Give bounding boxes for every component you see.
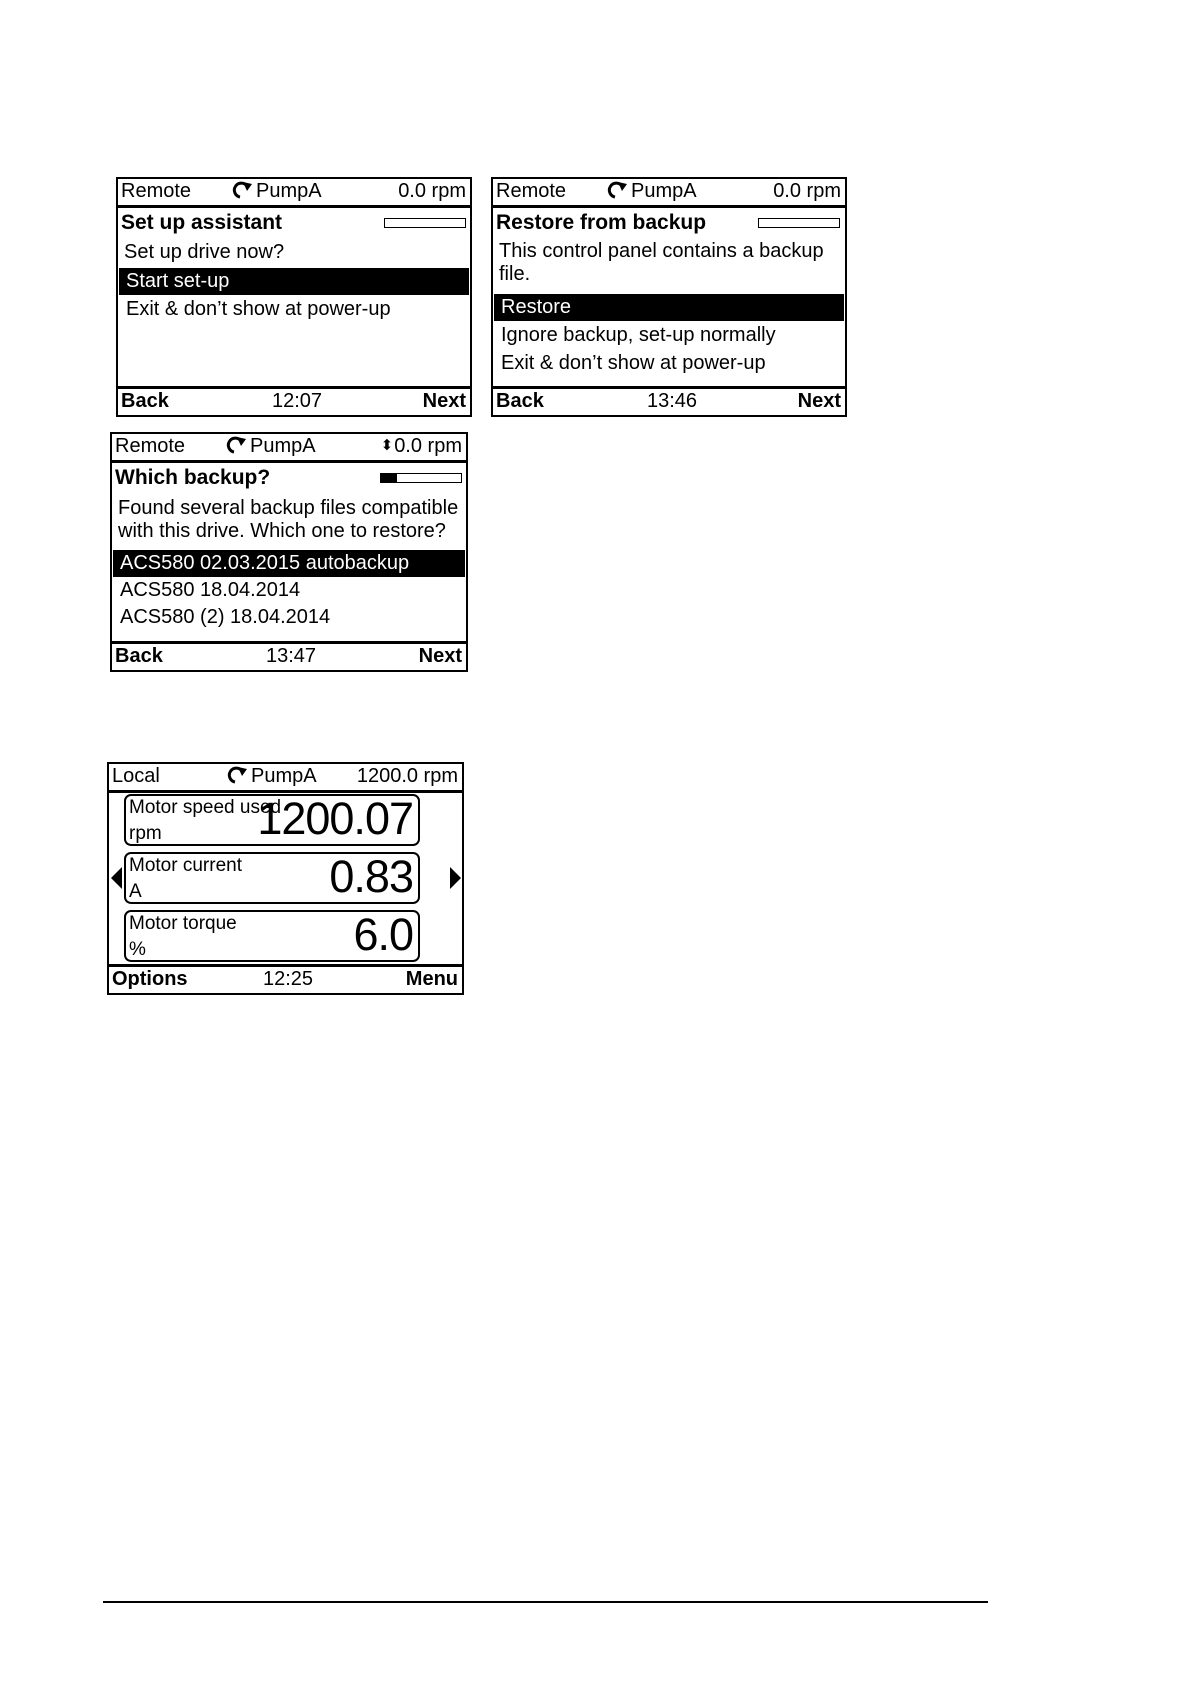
options-button[interactable]: Options bbox=[112, 968, 188, 990]
clock: 12:07 bbox=[272, 390, 323, 412]
speed-value: 0.0 rpm bbox=[394, 435, 462, 457]
signal-box-motor-speed[interactable] bbox=[124, 794, 420, 846]
page-bottom-rule bbox=[103, 1601, 988, 1603]
progress-bar bbox=[758, 218, 840, 228]
menu-button[interactable]: Menu bbox=[405, 968, 458, 990]
next-button[interactable]: Next bbox=[422, 390, 466, 412]
rotation-icon bbox=[226, 436, 248, 454]
signal-unit: rpm bbox=[129, 823, 162, 844]
device-name bbox=[232, 180, 322, 203]
rotation-icon bbox=[232, 181, 254, 199]
signal-unit: % bbox=[129, 939, 146, 960]
speed-readout: 0.0 rpm bbox=[398, 180, 466, 202]
device-name-text: PumpA bbox=[256, 180, 322, 202]
signal-value: 1200.07 bbox=[257, 793, 413, 844]
page-title: Restore from backup bbox=[496, 211, 707, 234]
panel-footer bbox=[493, 386, 845, 415]
device-name-text: PumpA bbox=[631, 180, 697, 202]
speed-readout: 0.0 rpm bbox=[773, 180, 841, 202]
progress-fill bbox=[381, 474, 397, 482]
back-button[interactable]: Back bbox=[115, 645, 163, 667]
menu-item-start-setup[interactable]: Start set-up bbox=[119, 268, 469, 295]
menu-item-exit[interactable]: Exit & don’t show at power-up bbox=[126, 298, 391, 320]
control-mode-label: Remote bbox=[115, 435, 186, 457]
device-name-text: PumpA bbox=[251, 765, 317, 787]
prompt-text-line-1: Found several backup files compatible bbox=[118, 497, 459, 519]
back-button[interactable]: Back bbox=[121, 390, 169, 412]
page-title: Set up assistant bbox=[121, 211, 283, 234]
next-button[interactable]: Next bbox=[797, 390, 841, 412]
control-mode-label: Local bbox=[112, 765, 160, 787]
panel-footer bbox=[118, 386, 470, 415]
rotation-icon bbox=[607, 181, 629, 199]
clock: 13:47 bbox=[266, 645, 317, 667]
backup-item-2014[interactable]: ACS580 18.04.2014 bbox=[120, 579, 301, 601]
panel-restore-from-backup bbox=[491, 177, 847, 417]
backup-item-autobackup[interactable]: ACS580 02.03.2015 autobackup bbox=[113, 550, 465, 577]
signal-value: 0.83 bbox=[329, 851, 413, 902]
clock: 13:46 bbox=[647, 390, 698, 412]
control-mode-label: Remote bbox=[496, 180, 567, 202]
menu-item-restore[interactable]: Restore bbox=[494, 294, 844, 321]
device-name bbox=[227, 765, 317, 788]
signal-unit: A bbox=[129, 881, 142, 902]
panel-setup-assistant bbox=[116, 177, 472, 417]
menu-item-ignore-backup[interactable]: Ignore backup, set-up normally bbox=[501, 324, 776, 346]
prompt-text: Set up drive now? bbox=[124, 241, 285, 263]
device-name-text: PumpA bbox=[250, 435, 316, 457]
device-name bbox=[226, 435, 316, 458]
signal-box-motor-torque[interactable] bbox=[124, 910, 420, 962]
page-title: Which backup? bbox=[115, 466, 271, 489]
rotation-icon bbox=[227, 766, 249, 784]
signal-name: Motor torque bbox=[129, 913, 237, 934]
signal-name: Motor speed used bbox=[129, 797, 282, 818]
progress-bar bbox=[380, 473, 462, 483]
panel-header bbox=[493, 179, 845, 208]
signal-value: 6.0 bbox=[353, 909, 413, 960]
control-mode-label: Remote bbox=[121, 180, 192, 202]
speed-readout: 1200.0 rpm bbox=[356, 765, 458, 787]
panel-footer bbox=[109, 964, 462, 993]
prompt-text-line-2: file. bbox=[499, 263, 531, 285]
next-button[interactable]: Next bbox=[418, 645, 462, 667]
signal-box-motor-current[interactable] bbox=[124, 852, 420, 904]
panel-footer bbox=[112, 641, 466, 670]
clock: 12:25 bbox=[263, 968, 314, 990]
prompt-text-line-1: This control panel contains a backup bbox=[499, 240, 824, 262]
panel-header bbox=[112, 434, 466, 463]
device-name bbox=[607, 180, 697, 203]
back-button[interactable]: Back bbox=[496, 390, 544, 412]
panel-header bbox=[109, 764, 462, 793]
speed-readout bbox=[381, 435, 462, 458]
panel-home-view bbox=[107, 762, 464, 995]
arrow-right-icon[interactable] bbox=[450, 867, 461, 889]
progress-bar bbox=[384, 218, 466, 228]
arrow-left-icon[interactable] bbox=[111, 867, 122, 889]
prompt-text-line-2: with this drive. Which one to restore? bbox=[118, 520, 446, 542]
signal-name: Motor current bbox=[129, 855, 242, 876]
menu-item-exit[interactable]: Exit & don’t show at power-up bbox=[501, 352, 766, 374]
backup-item-2-2014[interactable]: ACS580 (2) 18.04.2014 bbox=[120, 606, 331, 628]
panel-header bbox=[118, 179, 470, 208]
up-down-arrow-icon: ⬍ bbox=[380, 437, 394, 454]
panel-which-backup bbox=[110, 432, 468, 672]
